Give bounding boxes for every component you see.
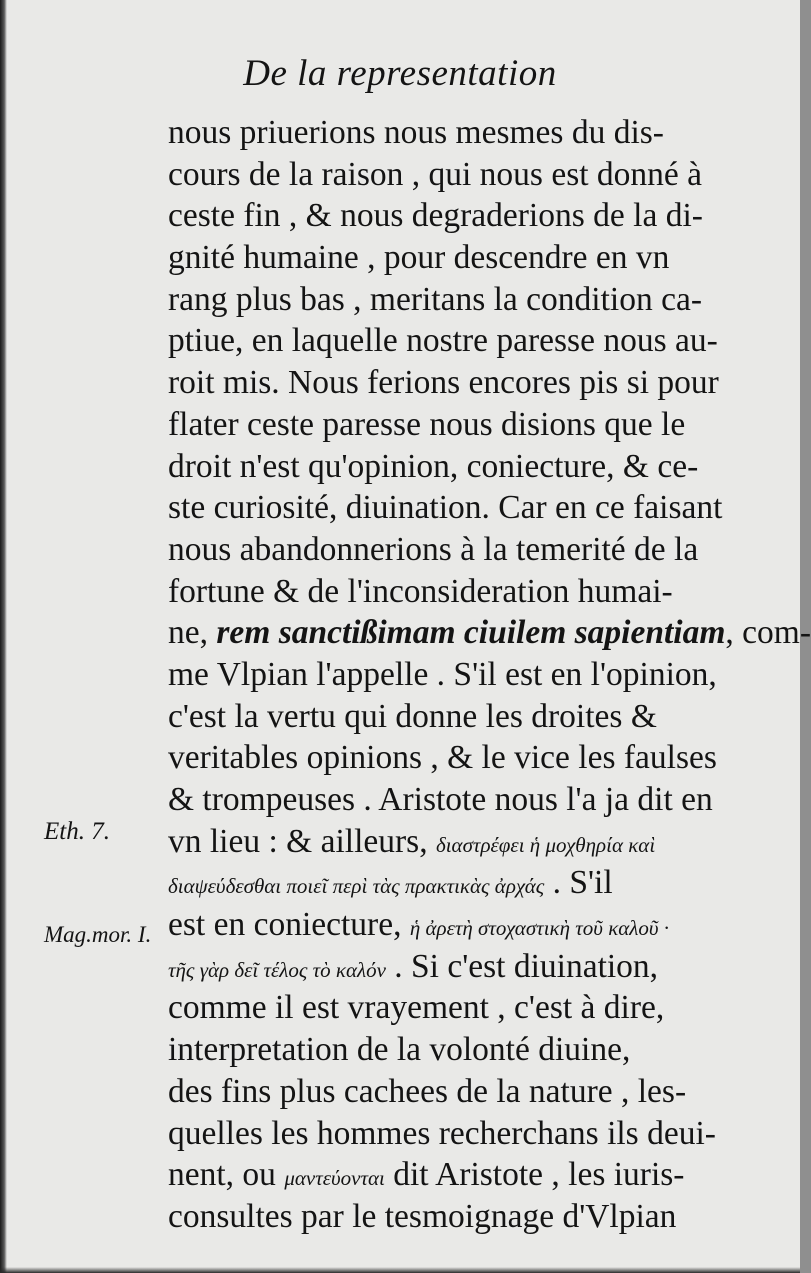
text-line: fortune & de l'inconsideration humai-	[168, 572, 673, 610]
greek-quotation: ἡ ἀρετὴ στοχαστικὴ τοῦ καλοῦ ·	[409, 916, 670, 941]
text-line: flater ceste paresse nous disions que le	[168, 405, 686, 443]
text-line: comme il est vrayement , c'est à dire,	[168, 989, 665, 1027]
greek-quotation: διαστρέφει ἡ μοχθηρία καὶ	[435, 832, 656, 857]
greek-quotation: διαψεύδεσθαι ποιεῖ περὶ τὰς πρακτικὰς ἀρχάς	[168, 874, 545, 899]
text-line	[168, 946, 765, 988]
line-text: est en coniecture,	[168, 906, 410, 944]
text-line: rang plus bas , meritans la condition ca-	[168, 280, 702, 318]
text-line: nous priuerions nous mesmes du dis-	[168, 114, 664, 151]
text-line	[168, 904, 765, 946]
text-line: interpretation de la volonté diuine,	[168, 1031, 631, 1069]
text-line: veritables opinions , & le vice les faulses	[168, 739, 717, 777]
text-line: ptiue, en laquelle nostre paresse nous au-	[168, 322, 718, 360]
text-line: consultes par le tesmoignage d'Vlpian	[168, 1197, 677, 1235]
page-bottom-shadow	[0, 1267, 800, 1273]
text-line: gnité humaine , pour descendre en vn	[168, 239, 670, 277]
margin-note-mag-mor: Mag.mor. I.	[44, 922, 152, 947]
text-line: cours de la raison , qui nous est donné à	[168, 155, 703, 193]
running-head: De la representation	[243, 53, 557, 94]
line-text: dit Aristote , les iuris-	[384, 1156, 685, 1194]
text-line: droit n'est qu'opinion, coniecture, & ce-	[168, 447, 699, 485]
line-text: ne,	[168, 614, 217, 652]
body-text	[168, 112, 811, 1238]
text-line	[168, 612, 811, 654]
text-line: ste curiosité, diuination. Car en ce faisant	[168, 489, 723, 527]
text-line: nous abandonnerions à la temerité de la	[168, 530, 699, 568]
text-line: c'est la vertu qui donne les droites &	[168, 697, 657, 735]
text-line: roit mis. Nous ferions encores pis si pour	[168, 364, 719, 402]
text-line: me Vlpian l'appelle . S'il est en l'opinion,	[168, 655, 717, 693]
text-line	[168, 862, 765, 904]
greek-quotation: τῆς γὰρ δεῖ τέλος τὸ καλόν	[168, 957, 386, 982]
line-text: vn lieu : & ailleurs,	[168, 822, 436, 860]
margin-note-eth: Eth. 7.	[44, 818, 110, 845]
text-line: ceste fin , & nous degraderions de la di-	[168, 197, 703, 235]
line-text: . S'il	[544, 864, 613, 902]
line-text: , com-	[725, 614, 811, 652]
text-line: quelles les hommes recherchans ils deui-	[168, 1114, 716, 1152]
latin-quotation: rem sanctißimam ciuilem sapientiam	[216, 614, 726, 652]
greek-quotation: μαντεύονται	[284, 1166, 385, 1191]
text-line	[168, 821, 765, 863]
page-edge-shadow	[0, 0, 7, 1273]
line-text: . Si c'est diuination,	[385, 947, 659, 985]
text-line	[168, 1154, 765, 1196]
text-line: des fins plus cachees de la nature , les-	[168, 1072, 687, 1110]
line-text: nent, ou	[168, 1156, 285, 1194]
text-line: & trompeuses . Aristote nous l'a ja dit en	[168, 781, 713, 818]
